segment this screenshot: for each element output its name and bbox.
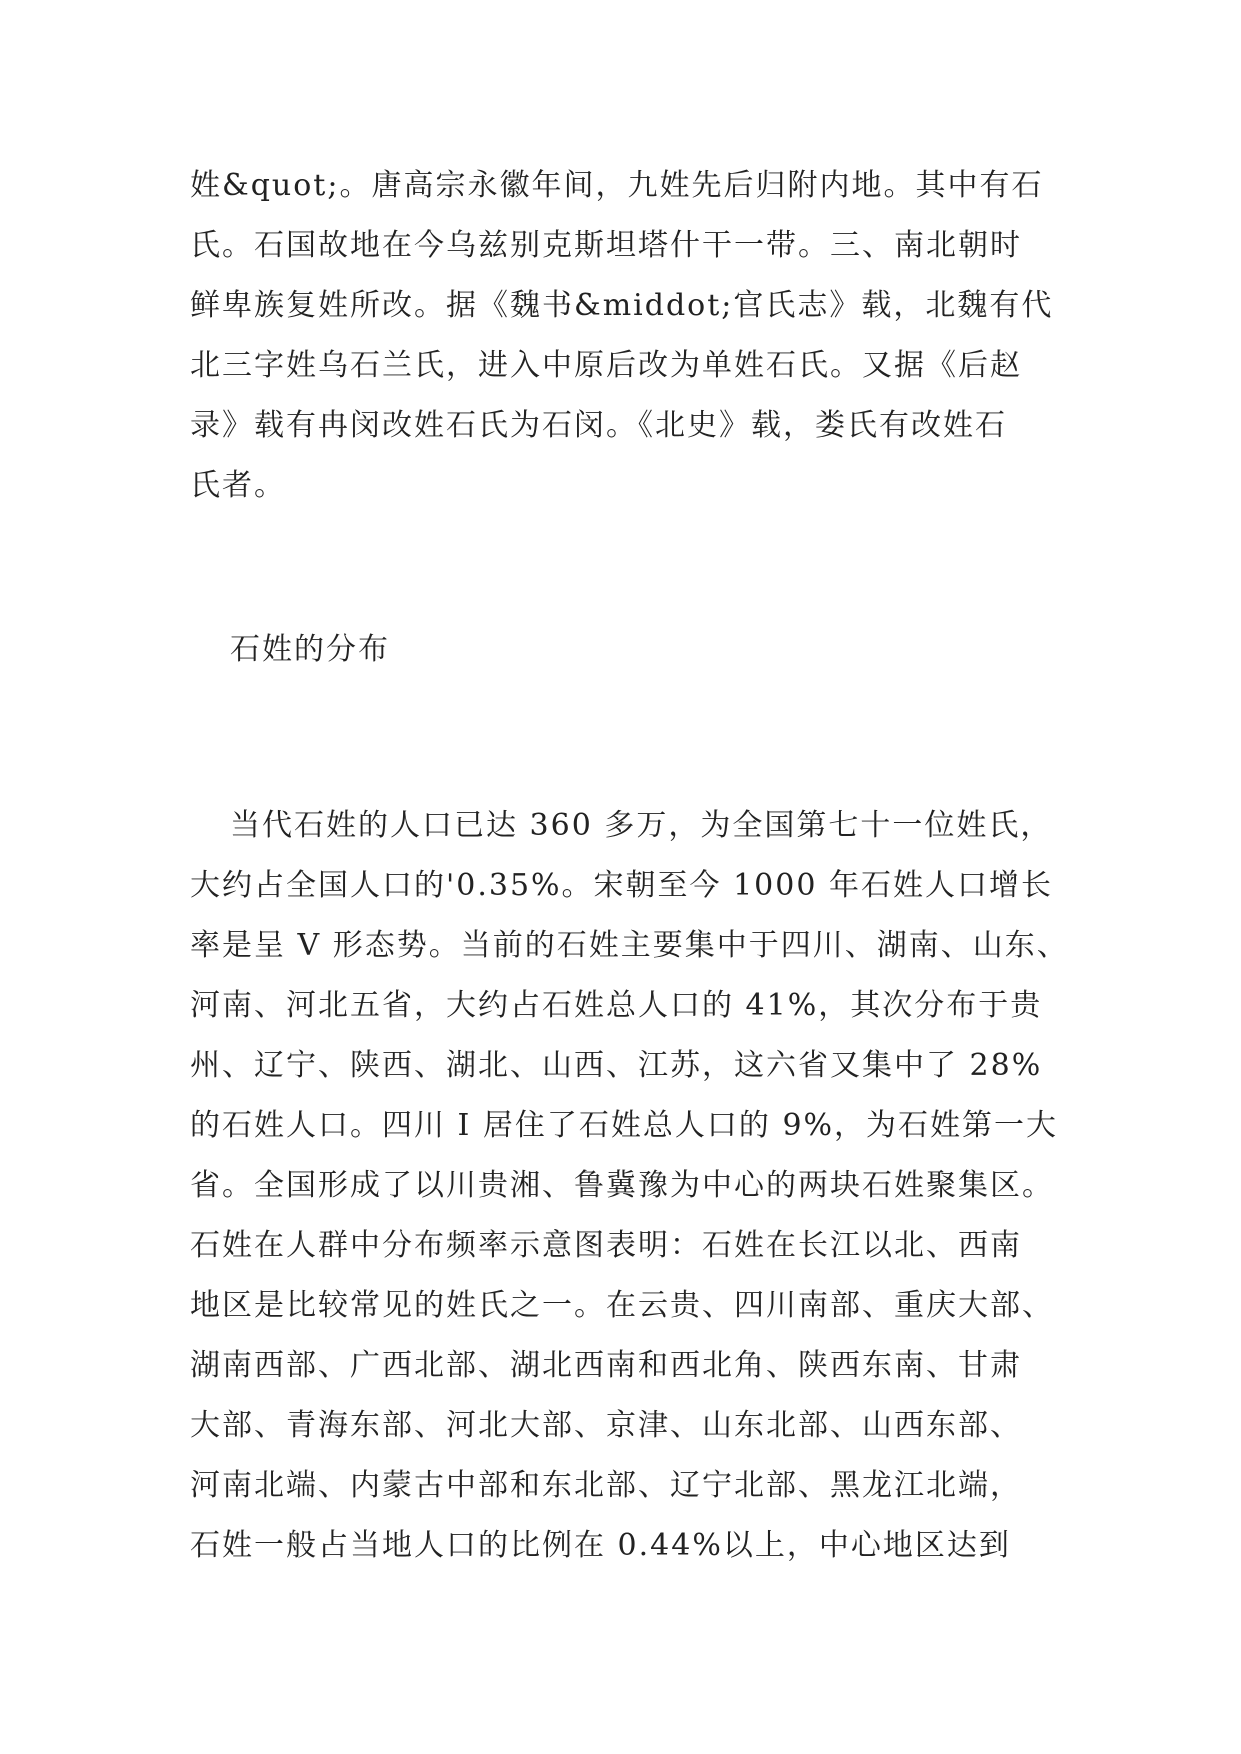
- text-line: 省。全国形成了以川贵湘、鲁冀豫为中心的两块石姓聚集区。: [190, 1168, 1054, 1203]
- paragraph-surname-distribution: [190, 796, 1070, 1576]
- text-line: 石姓一般占当地人口的比例在 0.44%以上，中心地区达到: [190, 1528, 1011, 1563]
- text-line: 率是呈 V 形态势。当前的石姓主要集中于四川、湖南、山东、: [190, 928, 1069, 963]
- text-line: 大约占全国人口的'0.35%。宋朝至今 1000 年石姓人口增长: [190, 868, 1053, 903]
- text-line: 当代石姓的人口已达 360 多万，为全国第七十一位姓氏，: [230, 808, 1053, 843]
- text-line: 河南、河北五省，大约占石姓总人口的 41%，其次分布于贵: [190, 988, 1043, 1023]
- text-line: 鲜卑族复姓所改。据《魏书&middot;官氏志》载，北魏有代: [190, 288, 1054, 323]
- text-line: 大部、青海东部、河北大部、京津、山东北部、山西东部、: [190, 1408, 1022, 1443]
- text-line: 录》载有冉闵改姓石氏为石闵。《北史》载，娄氏有改姓石: [190, 408, 1007, 443]
- text-line: 河南北端、内蒙古中部和东北部、辽宁北部、黑龙江北端，: [190, 1468, 1022, 1503]
- section-heading: 石姓的分布: [230, 632, 390, 667]
- text-line: 北三字姓乌石兰氏，进入中原后改为单姓石氏。又据《后赵: [190, 348, 1022, 383]
- text-line: 石姓在人群中分布频率示意图表明：石姓在长江以北、西南: [190, 1228, 1022, 1263]
- text-line: 地区是比较常见的姓氏之一。在云贵、四川南部、重庆大部、: [190, 1288, 1054, 1323]
- text-line: 湖南西部、广西北部、湖北西南和西北角、陕西东南、甘肃: [190, 1348, 1022, 1383]
- text-line: 姓&quot;。唐高宗永徽年间，九姓先后归附内地。其中有石: [190, 168, 1044, 203]
- text-line: 的石姓人口。四川 I 居住了石姓总人口的 9%，为石姓第一大: [190, 1108, 1059, 1143]
- text-line: 氏者。: [190, 468, 286, 503]
- text-line: 氏。石国故地在今乌兹别克斯坦塔什干一带。三、南北朝时: [190, 228, 1022, 263]
- paragraph-surname-origin: [190, 156, 1070, 516]
- text-line: 州、辽宁、陕西、湖北、山西、江苏，这六省又集中了 28%: [190, 1048, 1043, 1083]
